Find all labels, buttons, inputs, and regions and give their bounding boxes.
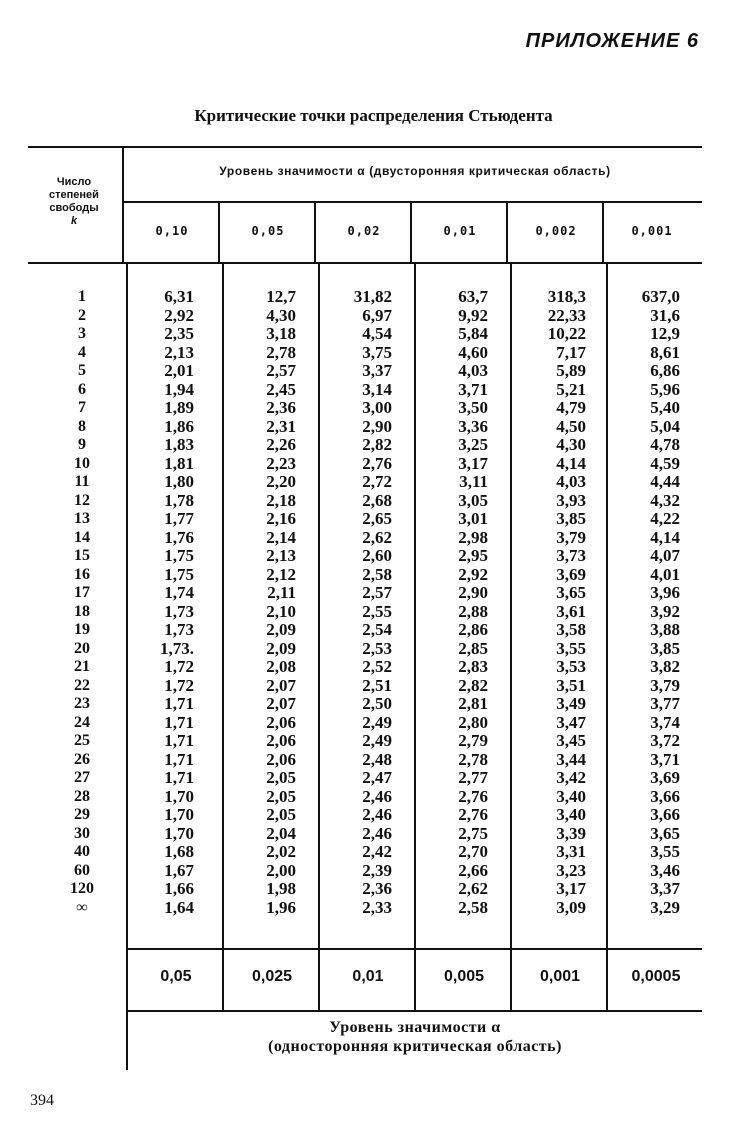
- degrees-of-freedom-header: [30, 176, 118, 228]
- table-cell: 3,55: [556, 638, 586, 658]
- table-cell: 3,74: [650, 712, 680, 732]
- table-cell: 2,78: [266, 342, 296, 362]
- table-cell: 6,97: [362, 305, 392, 325]
- alpha-header: 0,02: [347, 224, 381, 238]
- table-cell: 2,62: [362, 527, 392, 547]
- k-value: 30: [74, 824, 90, 842]
- table-cell: 3,01: [458, 509, 488, 528]
- table-cell: 2,58: [458, 897, 488, 917]
- k-value: 60: [74, 861, 90, 879]
- top-rule: [28, 146, 702, 148]
- header-bottom-rule: [28, 262, 702, 264]
- table-cell: 3,40: [556, 805, 586, 824]
- k-value: 24: [74, 713, 90, 731]
- two-sided-header: Уровень значимости α (двусторонняя критическая область): [219, 164, 611, 178]
- table-cell: 5,89: [556, 361, 586, 380]
- table-cell: 3,18: [266, 324, 296, 343]
- table-cell: 2,05: [266, 768, 296, 787]
- col-rule-5b: [606, 264, 608, 1010]
- values-column-010: [130, 288, 194, 917]
- table-cell: 1,74: [164, 583, 194, 602]
- k-value: 12: [74, 491, 90, 509]
- table-cell: 1,78: [164, 490, 194, 510]
- one-sided-alpha: 0,001: [539, 968, 581, 985]
- table-cell: 2,76: [458, 805, 488, 824]
- table-cell: 3,49: [556, 694, 586, 713]
- table-cell: 2,72: [362, 472, 392, 491]
- table-cell: 3,85: [556, 509, 586, 528]
- table-cell: 3,53: [556, 657, 586, 676]
- table-cell: 3,58: [556, 620, 586, 639]
- k-value: 2: [78, 306, 86, 324]
- table-cell: 2,04: [266, 823, 296, 843]
- table-cell: 63,7: [458, 287, 488, 306]
- footer-rule: [128, 1010, 702, 1012]
- k-value: 1: [78, 288, 86, 305]
- alpha-header: 0,001: [631, 224, 673, 238]
- table-cell: 10,22: [547, 324, 586, 343]
- table-cell: 22,33: [547, 305, 586, 325]
- k-column-rule: [122, 146, 124, 264]
- table-cell: 5,96: [650, 379, 680, 399]
- table-cell: 3,46: [650, 860, 680, 880]
- table-cell: 2,77: [458, 768, 488, 787]
- table-cell: 2,07: [266, 694, 296, 713]
- table-cell: 1,70: [164, 786, 194, 806]
- k-header-line: Число: [56, 176, 92, 188]
- k-header-line: степеней: [49, 189, 99, 201]
- table-cell: 2,83: [458, 657, 488, 676]
- table-cell: 2,70: [458, 842, 488, 861]
- alpha-header-rule: [122, 201, 702, 203]
- one-sided-alpha: 0,0005: [631, 968, 681, 985]
- table-cell: 3,65: [556, 583, 586, 602]
- table-cell: 2,09: [266, 620, 296, 639]
- table-cell: 5,04: [650, 416, 680, 436]
- table-cell: 7,17: [556, 342, 586, 362]
- table-cell: 2,33: [362, 897, 392, 917]
- table-cell: 2,45: [266, 379, 296, 399]
- table-cell: 1,86: [164, 416, 194, 436]
- table-cell: 2,11: [267, 583, 296, 602]
- table-cell: 5,40: [650, 398, 680, 417]
- table-cell: 8,61: [650, 342, 680, 362]
- table-cell: 3,31: [556, 842, 586, 861]
- table-cell: 1,73: [164, 601, 194, 621]
- k-value: 8: [78, 417, 86, 435]
- table-cell: 4,30: [556, 435, 586, 454]
- k-value: 40: [74, 843, 90, 860]
- table-cell: 2,36: [362, 879, 392, 898]
- one-sided-alpha: 0,025: [251, 968, 293, 985]
- table-cell: 3,69: [556, 564, 586, 584]
- table-cell: 2,49: [362, 731, 392, 750]
- table-cell: 3,09: [556, 897, 586, 917]
- col-rule-4b: [510, 264, 512, 1010]
- table-cell: 2,54: [362, 620, 392, 639]
- table-cell: 2,46: [362, 823, 392, 843]
- table-cell: 2,31: [266, 416, 296, 436]
- table-cell: 3,96: [650, 583, 680, 602]
- table-cell: 3,51: [556, 675, 586, 695]
- table-cell: 3,88: [650, 620, 680, 639]
- col-rule-2b: [318, 264, 320, 1010]
- table-cell: 4,14: [650, 527, 680, 547]
- k-value: 23: [74, 695, 90, 712]
- table-cell: 12,9: [650, 324, 680, 343]
- table-cell: 4,54: [362, 324, 392, 343]
- table-cell: 31,6: [650, 305, 680, 325]
- table-cell: 318,3: [547, 287, 586, 306]
- values-column-002: [322, 288, 392, 917]
- table-cell: 2,92: [458, 564, 488, 584]
- table-cell: 3,17: [458, 453, 488, 473]
- k-value: 15: [74, 547, 90, 564]
- table-cell: 3,71: [650, 749, 680, 769]
- table-cell: 2,18: [266, 490, 296, 510]
- table-cell: 2,81: [458, 694, 488, 713]
- table-cell: 12,7: [266, 287, 296, 306]
- k-value: 16: [74, 565, 90, 583]
- table-cell: 3,29: [650, 897, 680, 917]
- values-column-0002: [514, 288, 586, 917]
- table-cell: 2,78: [458, 749, 488, 769]
- table-cell: 3,79: [556, 527, 586, 547]
- table-cell: 2,12: [266, 564, 296, 584]
- one-sided-alpha: 0,005: [443, 968, 485, 985]
- table-cell: 3,44: [556, 749, 586, 769]
- table-cell: 2,76: [458, 786, 488, 806]
- table-cell: 4,30: [266, 305, 296, 325]
- table-cell: 3,37: [362, 361, 392, 380]
- table-cell: 3,69: [650, 768, 680, 787]
- table-cell: 3,17: [556, 879, 586, 898]
- table-cell: 2,86: [458, 620, 488, 639]
- alpha-header: 0,10: [155, 224, 189, 238]
- table-cell: 2,05: [266, 786, 296, 806]
- table-cell: 2,10: [266, 601, 296, 621]
- table-cell: 2,35: [164, 324, 194, 343]
- table-cell: 2,06: [266, 749, 296, 769]
- table-cell: 3,14: [362, 379, 392, 399]
- table-cell: 2,65: [362, 509, 392, 528]
- table-cell: 4,14: [556, 453, 586, 473]
- table-cell: 1,75: [164, 564, 194, 584]
- table-cell: 1,96: [266, 897, 296, 917]
- table-cell: 3,77: [650, 694, 680, 713]
- table-cell: 2,75: [458, 823, 488, 843]
- table-cell: 3,79: [650, 675, 680, 695]
- table-cell: 4,60: [458, 342, 488, 362]
- table-cell: 2,14: [266, 527, 296, 547]
- table-cell: 3,93: [556, 490, 586, 510]
- table-cell: 2,13: [266, 546, 296, 565]
- k-value: 19: [74, 621, 90, 638]
- table-cell: 3,66: [650, 786, 680, 806]
- k-value: 7: [78, 399, 86, 416]
- table-cell: 1,89: [164, 398, 194, 417]
- table-cell: 1,71: [164, 749, 194, 769]
- table-cell: 4,59: [650, 453, 680, 473]
- table-cell: 2,16: [266, 509, 296, 528]
- table-cell: 4,01: [650, 564, 680, 584]
- k-value: 17: [74, 584, 90, 601]
- k-value: 18: [74, 602, 90, 620]
- alpha-header: 0,01: [443, 224, 477, 238]
- table-cell: 1,83: [164, 435, 194, 454]
- table-cell: 3,23: [556, 860, 586, 880]
- table-cell: 4,50: [556, 416, 586, 436]
- table-cell: 1,76: [164, 527, 194, 547]
- table-cell: 2,82: [362, 435, 392, 454]
- table-cell: 5,84: [458, 324, 488, 343]
- table-cell: 1,80: [164, 472, 194, 491]
- values-column-001: [418, 288, 488, 917]
- table-cell: 3,39: [556, 823, 586, 843]
- k-value: 21: [74, 658, 90, 675]
- table-cell: 2,57: [266, 361, 296, 380]
- k-value: 20: [74, 639, 90, 657]
- table-cell: 2,13: [164, 342, 194, 362]
- table-cell: 4,79: [556, 398, 586, 417]
- table-cell: 1,70: [164, 823, 194, 843]
- footer-line: Уровень значимости α: [329, 1019, 501, 1036]
- values-column-0001: [610, 288, 680, 917]
- table-cell: 2,47: [362, 768, 392, 787]
- col-rule-1b: [222, 264, 224, 1010]
- table-cell: 2,92: [164, 305, 194, 325]
- table-cell: 2,08: [266, 657, 296, 676]
- table-cell: 3,25: [458, 435, 488, 454]
- table-cell: 2,06: [266, 712, 296, 732]
- table-cell: 3,45: [556, 731, 586, 750]
- table-cell: 2,98: [458, 527, 488, 547]
- table-cell: 3,92: [650, 601, 680, 621]
- table-cell: 1,72: [164, 675, 194, 695]
- k-value: 25: [74, 732, 90, 749]
- table-cell: 2,50: [362, 694, 392, 713]
- values-column-005: [226, 288, 296, 917]
- k-value: 26: [74, 750, 90, 768]
- table-cell: 1,71: [164, 768, 194, 787]
- k-values-column: [36, 288, 128, 917]
- one-sided-alpha: 0,05: [160, 968, 192, 985]
- table-cell: 3,50: [458, 398, 488, 417]
- table-cell: 2,39: [362, 860, 392, 880]
- k-value: 11: [74, 473, 90, 490]
- table-cell: 1,67: [164, 860, 194, 880]
- table-cell: 2,58: [362, 564, 392, 584]
- table-cell: 2,09: [266, 638, 296, 658]
- footer-line: (односторонняя критическая область): [268, 1038, 562, 1055]
- page-number: 394: [30, 1092, 54, 1109]
- table-cell: 2,53: [362, 638, 392, 658]
- table-cell: 2,48: [362, 749, 392, 769]
- table-cell: 3,05: [458, 490, 488, 510]
- table-cell: 1,77: [164, 509, 194, 528]
- table-cell: 1,81: [164, 453, 194, 473]
- table-cell: 6,31: [164, 287, 194, 306]
- table-cell: 2,36: [266, 398, 296, 417]
- table-cell: 3,65: [650, 823, 680, 843]
- table-cell: 1,98: [266, 879, 296, 898]
- table-cell: 2,62: [458, 879, 488, 898]
- table-cell: 3,73: [556, 546, 586, 565]
- table-cell: 2,42: [362, 842, 392, 861]
- table-cell: 3,00: [362, 398, 392, 417]
- table-cell: 4,32: [650, 490, 680, 510]
- table-cell: 5,21: [556, 379, 586, 399]
- table-cell: 2,85: [458, 638, 488, 658]
- table-cell: 2,46: [362, 805, 392, 824]
- k-value: 14: [74, 528, 90, 546]
- col-rule-3b: [414, 264, 416, 1010]
- appendix-label: ПРИЛОЖЕНИЕ 6: [525, 30, 699, 52]
- table-cell: 4,07: [650, 546, 680, 565]
- k-header-line: свободы: [49, 202, 99, 214]
- table-cell: 3,85: [650, 638, 680, 658]
- table-cell: 1,73: [164, 620, 194, 639]
- k-value: 3: [78, 325, 86, 342]
- k-value: 9: [78, 436, 86, 453]
- table-cell: 2,49: [362, 712, 392, 732]
- table-cell: 2,02: [266, 842, 296, 861]
- table-cell: 2,79: [458, 731, 488, 750]
- table-cell: 2,07: [266, 675, 296, 695]
- table-cell: 1,66: [164, 879, 194, 898]
- alpha-header: 0,05: [251, 224, 285, 238]
- table-cell: 2,20: [266, 472, 296, 491]
- table-cell: 3,61: [556, 601, 586, 621]
- table-cell: 2,80: [458, 712, 488, 732]
- table-cell: 3,82: [650, 657, 680, 676]
- table-cell: 1,64: [164, 897, 194, 917]
- table-cell: 1,71: [164, 694, 194, 713]
- table-cell: 3,42: [556, 768, 586, 787]
- table-cell: 4,03: [556, 472, 586, 491]
- table-cell: 1,75: [164, 546, 194, 565]
- table-cell: 2,26: [266, 435, 296, 454]
- table-cell: 31,82: [353, 287, 392, 306]
- k-value: 4: [78, 343, 86, 361]
- table-cell: 3,66: [650, 805, 680, 824]
- k-value: 22: [74, 676, 90, 694]
- k-value: 28: [74, 787, 90, 805]
- table-cell: 3,36: [458, 416, 488, 436]
- k-value: 6: [78, 380, 86, 398]
- table-cell: 3,47: [556, 712, 586, 732]
- one-sided-footer: [130, 1018, 700, 1056]
- table-cell: 1,94: [164, 379, 194, 399]
- k-header-line: k: [70, 215, 78, 227]
- table-cell: 9,92: [458, 305, 488, 325]
- table-cell: 3,75: [362, 342, 392, 362]
- k-value: 10: [74, 454, 90, 472]
- table-cell: 2,88: [458, 601, 488, 621]
- table-cell: 3,72: [650, 731, 680, 750]
- table-title: Критические точки распределения Стьюдента: [194, 106, 553, 125]
- table-cell: 2,55: [362, 601, 392, 621]
- k-value: 29: [74, 806, 90, 823]
- table-cell: 2,82: [458, 675, 488, 695]
- table-cell: 2,66: [458, 860, 488, 880]
- table-cell: 1,70: [164, 805, 194, 824]
- table-cell: 4,22: [650, 509, 680, 528]
- k-value: 5: [78, 362, 86, 379]
- one-sided-alpha: 0,01: [352, 968, 384, 985]
- alpha-header: 0,002: [535, 224, 577, 238]
- table-cell: 4,03: [458, 361, 488, 380]
- table-cell: 2,60: [362, 546, 392, 565]
- table-cell: 1,71: [164, 731, 194, 750]
- table-cell: 3,40: [556, 786, 586, 806]
- table-cell: 2,23: [266, 453, 296, 473]
- k-value: ∞: [76, 898, 88, 916]
- table-cell: 2,90: [458, 583, 488, 602]
- table-cell: 2,51: [362, 675, 392, 695]
- k-value: 27: [74, 769, 90, 786]
- table-cell: 3,37: [650, 879, 680, 898]
- table-cell: 3,11: [459, 472, 488, 491]
- table-cell: 2,52: [362, 657, 392, 676]
- table-cell: 2,95: [458, 546, 488, 565]
- table-cell: 4,78: [650, 435, 680, 454]
- k-value: 13: [74, 510, 90, 527]
- table-cell: 2,46: [362, 786, 392, 806]
- table-cell: 4,44: [650, 472, 680, 491]
- table-cell: 1,71: [164, 712, 194, 732]
- k-value: 120: [70, 880, 94, 897]
- table-cell: 2,00: [266, 860, 296, 880]
- table-cell: 2,76: [362, 453, 392, 473]
- table-cell: 1,72: [164, 657, 194, 676]
- table-cell: 2,57: [362, 583, 392, 602]
- table-cell: 2,68: [362, 490, 392, 510]
- table-cell: 6,86: [650, 361, 680, 380]
- table-cell: 1,73.: [160, 638, 194, 658]
- table-cell: 2,90: [362, 416, 392, 436]
- table-cell: 2,01: [164, 361, 194, 380]
- table-cell: 3,71: [458, 379, 488, 399]
- table-cell: 637,0: [641, 287, 680, 306]
- table-cell: 3,55: [650, 842, 680, 861]
- table-cell: 2,06: [266, 731, 296, 750]
- table-cell: 1,68: [164, 842, 194, 861]
- table-cell: 2,05: [266, 805, 296, 824]
